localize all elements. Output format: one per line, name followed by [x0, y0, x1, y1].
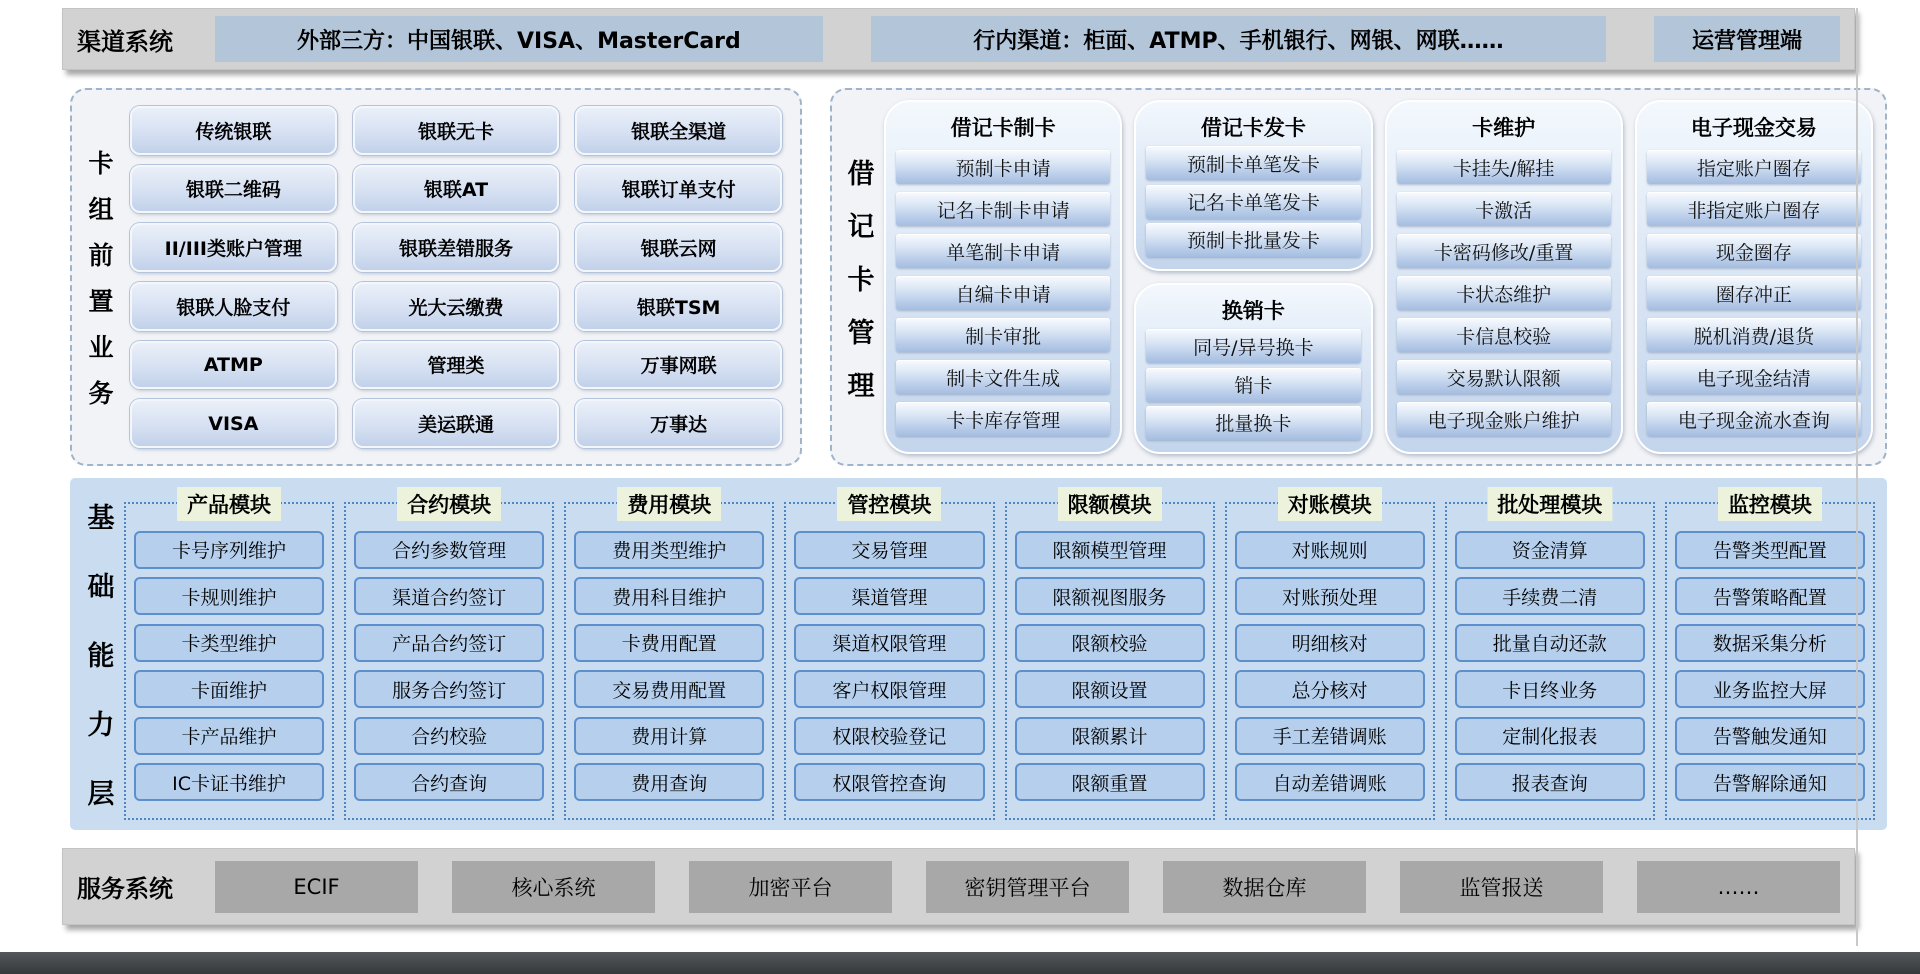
capability-item: 费用计算	[574, 717, 764, 755]
front-business-item: II/III类账户管理	[130, 223, 337, 272]
vertical-label-char: 理	[847, 370, 875, 402]
channel-box: 行内渠道：柜面、ATMP、手机银行、网银、网联……	[871, 16, 1606, 62]
debit-item: 记名卡单笔发卡	[1146, 185, 1360, 219]
capability-item: 渠道权限管理	[794, 624, 984, 662]
vertical-label-char: 前	[88, 241, 114, 270]
capability-module-title: 限额模块	[1058, 487, 1162, 521]
vertical-label-char: 层	[87, 778, 115, 810]
debit-item: 电子现金账户维护	[1397, 402, 1611, 436]
debit-panel-title: 卡维护	[1472, 116, 1536, 140]
front-business-item: 万事达	[575, 399, 782, 448]
capability-item: 渠道管理	[794, 577, 984, 615]
debit-item: 单笔制卡申请	[896, 234, 1110, 268]
debit-panel-items	[1146, 325, 1360, 444]
capability-item: 对账预处理	[1235, 577, 1425, 615]
service-system-box: ……	[1637, 861, 1840, 913]
service-system-box: 核心系统	[452, 861, 655, 913]
debit-item: 卡挂失/解挂	[1397, 150, 1611, 184]
debit-panel	[1635, 100, 1873, 454]
debit-panel-items	[896, 142, 1110, 444]
capability-item: 服务合约签订	[354, 670, 544, 708]
capability-item: 批量自动还款	[1455, 624, 1645, 662]
front-business-item: 银联全渠道	[575, 106, 782, 155]
front-business-item: ATMP	[130, 341, 337, 390]
capability-item: 权限管控查询	[794, 763, 984, 801]
service-system-box: 加密平台	[689, 861, 892, 913]
front-business-item: VISA	[130, 399, 337, 448]
front-business-item: 管理类	[353, 341, 560, 390]
debit-item: 现金圈存	[1647, 234, 1861, 268]
debit-card-section	[830, 88, 1887, 466]
capability-item: 告警解除通知	[1675, 763, 1865, 801]
capability-item: 限额校验	[1015, 624, 1205, 662]
vertical-label-char: 管	[847, 317, 875, 349]
capability-item: 渠道合约签订	[354, 577, 544, 615]
debit-item: 卡信息校验	[1397, 318, 1611, 352]
capability-item: 资金清算	[1455, 531, 1645, 569]
capability-item: 卡日终业务	[1455, 670, 1645, 708]
card-front-grid	[124, 102, 788, 452]
capability-module-title: 管控模块	[837, 487, 941, 521]
channel-system-label: 渠道系统	[77, 27, 173, 56]
capability-module-title: 产品模块	[177, 487, 281, 521]
capability-item: 合约校验	[354, 717, 544, 755]
capability-module	[344, 493, 554, 820]
capability-layer-label	[78, 486, 124, 820]
capability-item: 产品合约签订	[354, 624, 544, 662]
capability-module	[1225, 493, 1435, 820]
service-system-box: 数据仓库	[1163, 861, 1366, 913]
debit-item: 预制卡批量发卡	[1146, 223, 1360, 257]
capability-item: 限额模型管理	[1015, 531, 1205, 569]
debit-column	[1385, 100, 1623, 454]
vertical-label-char: 础	[87, 571, 115, 603]
debit-item: 电子现金结清	[1647, 360, 1861, 394]
capability-item: 手工差错调账	[1235, 717, 1425, 755]
debit-panel	[1385, 100, 1623, 454]
debit-item: 指定账户圈存	[1647, 150, 1861, 184]
debit-panel-title: 换销卡	[1221, 299, 1285, 323]
capability-item: 限额视图服务	[1015, 577, 1205, 615]
front-business-item: 银联AT	[353, 165, 560, 214]
capability-item: 费用类型维护	[574, 531, 764, 569]
capability-modules	[124, 486, 1875, 820]
service-system-box: ECIF	[215, 861, 418, 913]
vertical-label-char: 能	[87, 640, 115, 672]
debit-item: 卡卡库存管理	[896, 402, 1110, 436]
capability-item: 告警触发通知	[1675, 717, 1865, 755]
front-business-item: 万事网联	[575, 341, 782, 390]
capability-item: 客户权限管理	[794, 670, 984, 708]
debit-panel-title: 电子现金交易	[1690, 116, 1817, 140]
front-business-item: 银联TSM	[575, 282, 782, 331]
service-system-label: 服务系统	[77, 875, 173, 903]
capability-item: 交易费用配置	[574, 670, 764, 708]
vertical-label-char: 务	[88, 379, 114, 408]
capability-item: 限额累计	[1015, 717, 1205, 755]
debit-item: 自编卡申请	[896, 276, 1110, 310]
service-system-bar	[62, 848, 1855, 925]
capability-module-title: 批处理模块	[1487, 487, 1612, 521]
front-business-item: 传统银联	[130, 106, 337, 155]
capability-item: 卡产品维护	[134, 717, 324, 755]
capability-module	[124, 493, 334, 820]
debit-item: 交易默认限额	[1397, 360, 1611, 394]
vertical-label-char: 置	[88, 287, 114, 316]
debit-item: 电子现金流水查询	[1647, 402, 1861, 436]
capability-item: 卡号序列维护	[134, 531, 324, 569]
capability-item: 卡面维护	[134, 670, 324, 708]
front-business-item: 光大云缴费	[353, 282, 560, 331]
debit-item: 圈存冲正	[1647, 276, 1861, 310]
capability-item: 卡费用配置	[574, 624, 764, 662]
debit-item: 销卡	[1146, 368, 1360, 402]
debit-item: 记名卡制卡申请	[896, 192, 1110, 226]
capability-item: 卡规则维护	[134, 577, 324, 615]
capability-item: 合约查询	[354, 763, 544, 801]
debit-panel	[1134, 283, 1372, 454]
channel-box: 运营管理端	[1654, 16, 1840, 62]
debit-panel-items	[1146, 142, 1360, 261]
capability-item: 业务监控大屏	[1675, 670, 1865, 708]
front-business-item: 银联云网	[575, 223, 782, 272]
vertical-label-char: 卡	[88, 149, 114, 178]
debit-panel-items	[1397, 142, 1611, 444]
debit-item: 同号/异号换卡	[1146, 329, 1360, 363]
debit-item: 非指定账户圈存	[1647, 192, 1861, 226]
bottom-strip	[0, 952, 1920, 974]
canvas-right-edge	[1856, 8, 1858, 946]
debit-item: 卡激活	[1397, 192, 1611, 226]
capability-module	[564, 493, 774, 820]
vertical-label-char: 力	[87, 709, 115, 741]
debit-item: 预制卡单笔发卡	[1146, 146, 1360, 180]
debit-column	[884, 100, 1122, 454]
vertical-label-char: 卡	[847, 264, 875, 296]
capability-item: 自动差错调账	[1235, 763, 1425, 801]
capability-item: 手续费二清	[1455, 577, 1645, 615]
capability-item: 定制化报表	[1455, 717, 1645, 755]
capability-item: 合约参数管理	[354, 531, 544, 569]
debit-item: 批量换卡	[1146, 406, 1360, 440]
channel-box: 外部三方：中国银联、VISA、MasterCard	[215, 16, 823, 62]
card-front-section	[70, 88, 802, 466]
debit-item: 预制卡申请	[896, 150, 1110, 184]
capability-module-title: 对账模块	[1278, 487, 1382, 521]
vertical-label-char: 记	[847, 211, 875, 243]
capability-item: 权限校验登记	[794, 717, 984, 755]
vertical-label-char: 组	[88, 195, 114, 224]
service-system-box: 监管报送	[1400, 861, 1603, 913]
capability-item: 交易管理	[794, 531, 984, 569]
debit-panels	[884, 100, 1873, 454]
capability-module-title: 监控模块	[1718, 487, 1822, 521]
capability-item: 限额重置	[1015, 763, 1205, 801]
capability-item: 费用查询	[574, 763, 764, 801]
capability-module	[784, 493, 994, 820]
capability-item: 明细核对	[1235, 624, 1425, 662]
front-business-item: 银联人脸支付	[130, 282, 337, 331]
debit-item: 制卡审批	[896, 318, 1110, 352]
capability-item: 总分核对	[1235, 670, 1425, 708]
capability-item: 报表查询	[1455, 763, 1645, 801]
debit-item: 脱机消费/退货	[1647, 318, 1861, 352]
front-business-item: 银联订单支付	[575, 165, 782, 214]
vertical-label-char: 业	[88, 333, 114, 362]
debit-item: 卡密码修改/重置	[1397, 234, 1611, 268]
vertical-label-char: 基	[87, 502, 115, 534]
capability-module	[1665, 493, 1875, 820]
capability-module	[1005, 493, 1215, 820]
capability-module	[1445, 493, 1655, 820]
capability-item: 卡类型维护	[134, 624, 324, 662]
service-boxes	[215, 861, 1840, 913]
capability-item: 告警策略配置	[1675, 577, 1865, 615]
capability-item: 告警类型配置	[1675, 531, 1865, 569]
capability-item: IC卡证书维护	[134, 763, 324, 801]
debit-item: 卡状态维护	[1397, 276, 1611, 310]
debit-panel	[884, 100, 1122, 454]
service-system-box: 密钥管理平台	[926, 861, 1129, 913]
capability-item: 数据采集分析	[1675, 624, 1865, 662]
debit-item: 制卡文件生成	[896, 360, 1110, 394]
capability-item: 对账规则	[1235, 531, 1425, 569]
debit-panel-title: 借记卡发卡	[1200, 116, 1306, 140]
front-business-item: 银联无卡	[353, 106, 560, 155]
debit-panel	[1134, 100, 1372, 271]
front-business-item: 美运联通	[353, 399, 560, 448]
debit-column	[1134, 100, 1372, 454]
front-business-item: 银联二维码	[130, 165, 337, 214]
capability-module-title: 合约模块	[397, 487, 501, 521]
capability-item: 费用科目维护	[574, 577, 764, 615]
debit-column	[1635, 100, 1873, 454]
channel-boxes	[215, 16, 1840, 62]
capability-item: 限额设置	[1015, 670, 1205, 708]
capability-module-title: 费用模块	[617, 487, 721, 521]
card-front-label	[78, 102, 124, 452]
channel-system-bar	[62, 8, 1855, 70]
debit-panel-items	[1647, 142, 1861, 444]
debit-panel-title: 借记卡制卡	[950, 116, 1056, 140]
debit-card-label	[838, 100, 884, 454]
capability-layer-section	[70, 478, 1887, 830]
vertical-label-char: 借	[847, 158, 875, 190]
front-business-item: 银联差错服务	[353, 223, 560, 272]
